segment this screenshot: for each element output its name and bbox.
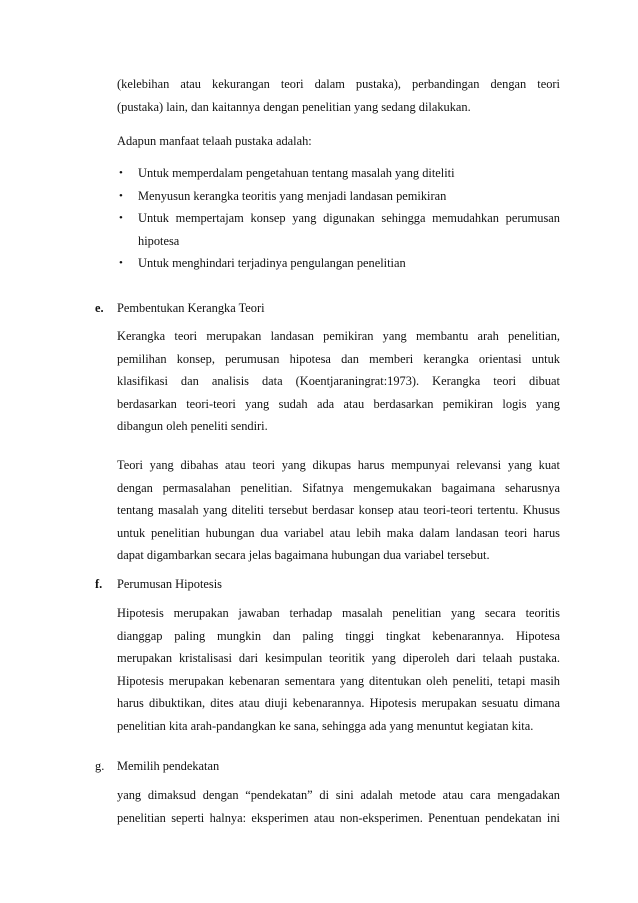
paragraph-f-1 — [117, 602, 560, 738]
paragraph-e-2 — [117, 454, 560, 567]
paragraph-manfaat-intro — [117, 130, 560, 153]
manfaat-bullet-list — [117, 162, 560, 275]
paragraph-top — [117, 73, 560, 118]
bullet-icon: • — [119, 257, 123, 270]
text-line: harus dibuktikan, dites atau diuji kebenarannya. Hipotesis merupakan sesuatu dimana — [117, 696, 560, 711]
text-line: Menyusun kerangka teoritis yang menjadi landasan pemikiran — [138, 188, 447, 203]
section-heading-e — [95, 298, 265, 318]
bullet-icon: • — [119, 167, 123, 179]
text-line: Adapun manfaat telaah pustaka adalah: — [117, 134, 312, 148]
section-title: Perumusan Hipotesis — [117, 577, 222, 591]
text-line: penelitian seperti halnya: eksperimen atau non-eksperimen. Penentuan pendekatan ini — [117, 810, 560, 825]
text-line: dapat digambarkan secara jelas bagaimana hubungan dua variabel tersebut. — [117, 548, 490, 563]
bullet-icon: • — [119, 212, 123, 225]
text-line: (pustaka) lain, dan kaitannya dengan penelitian yang sedang dilakukan. — [117, 99, 471, 114]
text-line: yang dimaksud dengan “pendekatan” di sini adalah metode atau cara mengadakan — [117, 788, 560, 802]
list-item — [117, 252, 560, 275]
text-line: Untuk menghindari terjadinya pengulangan penelitian — [138, 256, 406, 271]
section-letter: g. — [95, 759, 105, 773]
text-line: dengan permasalahan penelitian. Sifatnya mengemukakan bagaimana seharusnya — [117, 480, 560, 495]
section-title: Memilih pendekatan — [117, 759, 220, 773]
text-line: penelitian kita arah-pandangkan ke sana, sehingga ada yang menuntut kegiatan kita. — [117, 718, 534, 733]
text-line: tentang masalah yang diteliti tersebut berdasar konsep atau teori-teori tertentu. Khusus — [117, 503, 560, 518]
text-line: hipotesa — [138, 233, 180, 248]
text-line: klasifikasi dan analisis data (Koentjaraningrat:1973). Kerangka teori dibuat — [117, 374, 560, 389]
list-item — [117, 207, 560, 252]
section-title: Pembentukan Kerangka Teori — [117, 301, 265, 315]
section-heading-g — [95, 756, 219, 776]
section-letter: e. — [95, 301, 104, 315]
text-line: Untuk mempertajam konsep yang digunakan sehingga memudahkan perumusan — [138, 211, 560, 226]
paragraph-g-1 — [117, 784, 560, 829]
text-line: Kerangka teori merupakan landasan pemikiran yang membantu arah penelitian, — [117, 329, 560, 343]
text-line: Teori yang dibahas atau teori yang dikupas harus mempunyai relevansi yang kuat — [117, 458, 560, 472]
section-heading-f — [95, 574, 222, 594]
section-letter: f. — [95, 577, 103, 591]
list-item — [117, 162, 560, 185]
text-line: dibangun oleh peneliti sendiri. — [117, 419, 268, 434]
text-line: Hipotesis merupakan kebenaran sementara yang ditentukan oleh peneliti, tetapi masih — [117, 673, 560, 688]
text-line: merupakan kristalisasi dari kesimpulan teoritik yang diperoleh dari telaah pustaka. — [117, 651, 560, 666]
paragraph-e-1 — [117, 325, 560, 438]
text-line: berdasarkan teori-teori yang sudah ada atau berdasarkan pemikiran logis yang — [117, 396, 560, 411]
list-item — [117, 185, 560, 208]
text-line: Untuk memperdalam pengetahuan tentang masalah yang diteliti — [138, 166, 455, 180]
text-line: pemilihan konsep, perumusan hipotesa dan memberi kerangka orientasi untuk — [117, 351, 560, 366]
text-line: dianggap paling mungkin dan paling tinggi tingkat kebenarannya. Hipotesa — [117, 628, 560, 643]
text-line: (kelebihan atau kekurangan teori dalam pustaka), perbandingan dengan teori — [117, 77, 560, 91]
text-line: untuk penelitian hubungan dua variabel atau lebih maka dalam landasan teori harus — [117, 525, 560, 540]
bullet-icon: • — [119, 189, 123, 202]
text-line: Hipotesis merupakan jawaban terhadap masalah penelitian yang secara teoritis — [117, 606, 560, 620]
